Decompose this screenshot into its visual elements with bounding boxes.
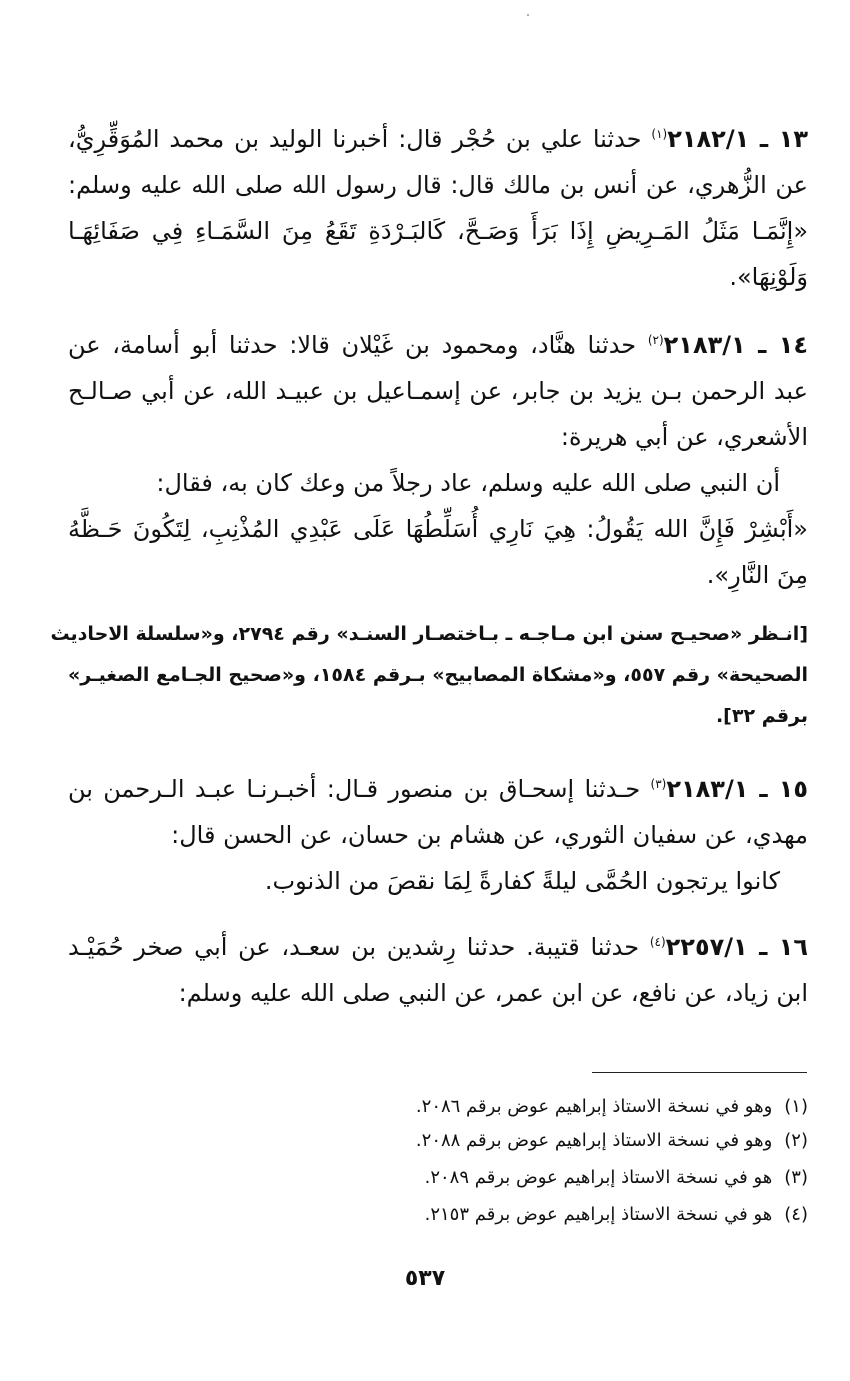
hadith-14-text-1: حدثنا هنَّاد، ومحمود بن غَيْلان قالا: حدثنا أبو أسامة، عن	[68, 331, 637, 359]
footnote-4-number: (٤)	[784, 1204, 808, 1225]
scan-speck	[527, 14, 529, 16]
footnote-1-text: وهو في نسخة الاستاذ إبراهيم عوض برقم ٢٠٨٦.	[415, 1096, 773, 1117]
footnote-2	[416, 1126, 808, 1156]
hadith-13-number: ١٣ ـ ٢١٨٢/١	[667, 125, 808, 153]
page-number: ٥٣٧	[404, 1266, 446, 1291]
hadith-14-line-3: الأشعري، عن أبي هريرة:	[560, 423, 808, 451]
takhrij-line-1: [انـظر «صحيـح سنن ابن مـاجـه ـ بـاختصـار السنـد» رقم ٢٧٩٤، و«سلسلة الاحاديث	[50, 623, 808, 645]
hadith-13-line-4: وَلَوْنِهَا».	[729, 263, 808, 291]
hadith-13-text-1: حدثنا علي بن حُجْر قال: أخبرنا الوليد بن محمد المُوَقِّرِيُّ،	[68, 125, 642, 153]
hadith-14-line-5: «أَبْشِرْ فَإِنَّ الله يَقُولُ: هِيَ نَارِي أُسَلِّطُهَا عَلَى عَبْدِي المُذْنِبِ، لِتَكُونَ حَـظَّهُ	[68, 515, 808, 543]
hadith-15-line-3: كانوا يرتجون الحُمَّى ليلةً كفارةً لِمَا نقصَ من الذنوب.	[264, 867, 780, 895]
hadith-15-line-2: مهدي، عن سفيان الثوري، عن هشام بن حسان، عن الحسن قال:	[171, 821, 808, 849]
hadith-16-text-1: حدثنا قتيبة. حدثنا رِشدين بن سعـد، عن أبي صخر حُمَيْـد	[68, 933, 640, 961]
footnote-2-number: (٢)	[784, 1130, 808, 1151]
footnote-1-number: (١)	[784, 1096, 808, 1117]
hadith-16-note-ref: (٤)	[649, 935, 666, 949]
hadith-14-line-4: أن النبي صلى الله عليه وسلم، عاد رجلاً من وعك كان به، فقال:	[156, 469, 780, 497]
hadith-16	[68, 924, 808, 1016]
hadith-15-note-ref: (٣)	[650, 777, 667, 791]
hadith-16-line-2: ابن زياد، عن نافع، عن ابن عمر، عن النبي صلى الله عليه وسلم:	[178, 979, 808, 1007]
hadith-14-line-2: عبد الرحمن بـن يزيد بن جابر، عن إسمـاعيل بن عبيـد الله، عن أبي صـالـح	[68, 377, 808, 405]
footnote-3-number: (٣)	[784, 1167, 808, 1188]
hadith-15-line-1	[68, 766, 808, 812]
footnote-1	[416, 1092, 808, 1122]
takhrij-line-2: الصحيحة» رقم ٥٥٧، و«مشكاة المصابيح» بـرقم ١٥٨٤، و«صحيح الجـامع الصغيـر»	[68, 664, 808, 686]
footnote-4	[425, 1200, 808, 1230]
hadith-13	[68, 116, 808, 300]
hadith-15-number: ١٥ ـ ٢١٨٣/١	[666, 775, 808, 803]
hadith-14-line-1	[68, 322, 808, 368]
hadith-13-line-2: عن الزُّهري، عن أنس بن مالك قال: قال رسول الله صلى الله عليه وسلم:	[68, 171, 808, 199]
hadith-14	[68, 322, 808, 598]
hadith-13-line-3: «إِنَّمَـا مَثَلُ المَـرِيضِ إِذَا بَرَأَ وَصَـحَّ، كَالبَـرْدَةِ تَقَعُ مِنَ السَّمَـاءِ فِي صَفَائِهَـا	[68, 217, 808, 245]
hadith-15	[68, 766, 808, 904]
footnote-3-text: هو في نسخة الاستاذ إبراهيم عوض برقم ٢٠٨٩.	[424, 1167, 773, 1188]
hadith-16-number: ١٦ ـ ٢٢٥٧/١	[665, 933, 808, 961]
hadith-14-number: ١٤ ـ ٢١٨٣/١	[663, 331, 808, 359]
takhrij-line-3: برقم ٣٢].	[715, 705, 808, 727]
footnote-separator	[592, 1072, 807, 1073]
hadith-16-line-1	[68, 924, 808, 970]
footnote-4-text: هو في نسخة الاستاذ إبراهيم عوض برقم ٢١٥٣.	[424, 1204, 773, 1225]
footnote-3	[425, 1163, 808, 1193]
hadith-13-line-1	[68, 116, 808, 162]
hadith-14-note-ref: (٢)	[647, 333, 664, 347]
hadith-15-text-1: حـدثنا إسحـاق بن منصور قـال: أخبـرنـا عبـد الـرحمن بن	[68, 775, 641, 803]
footnote-2-text: وهو في نسخة الاستاذ إبراهيم عوض برقم ٢٠٨٨.	[415, 1130, 773, 1151]
hadith-13-note-ref: (١)	[651, 127, 668, 141]
hadith-14-line-6: مِنَ النَّارِ».	[706, 561, 808, 589]
takhrij-note	[50, 614, 808, 737]
